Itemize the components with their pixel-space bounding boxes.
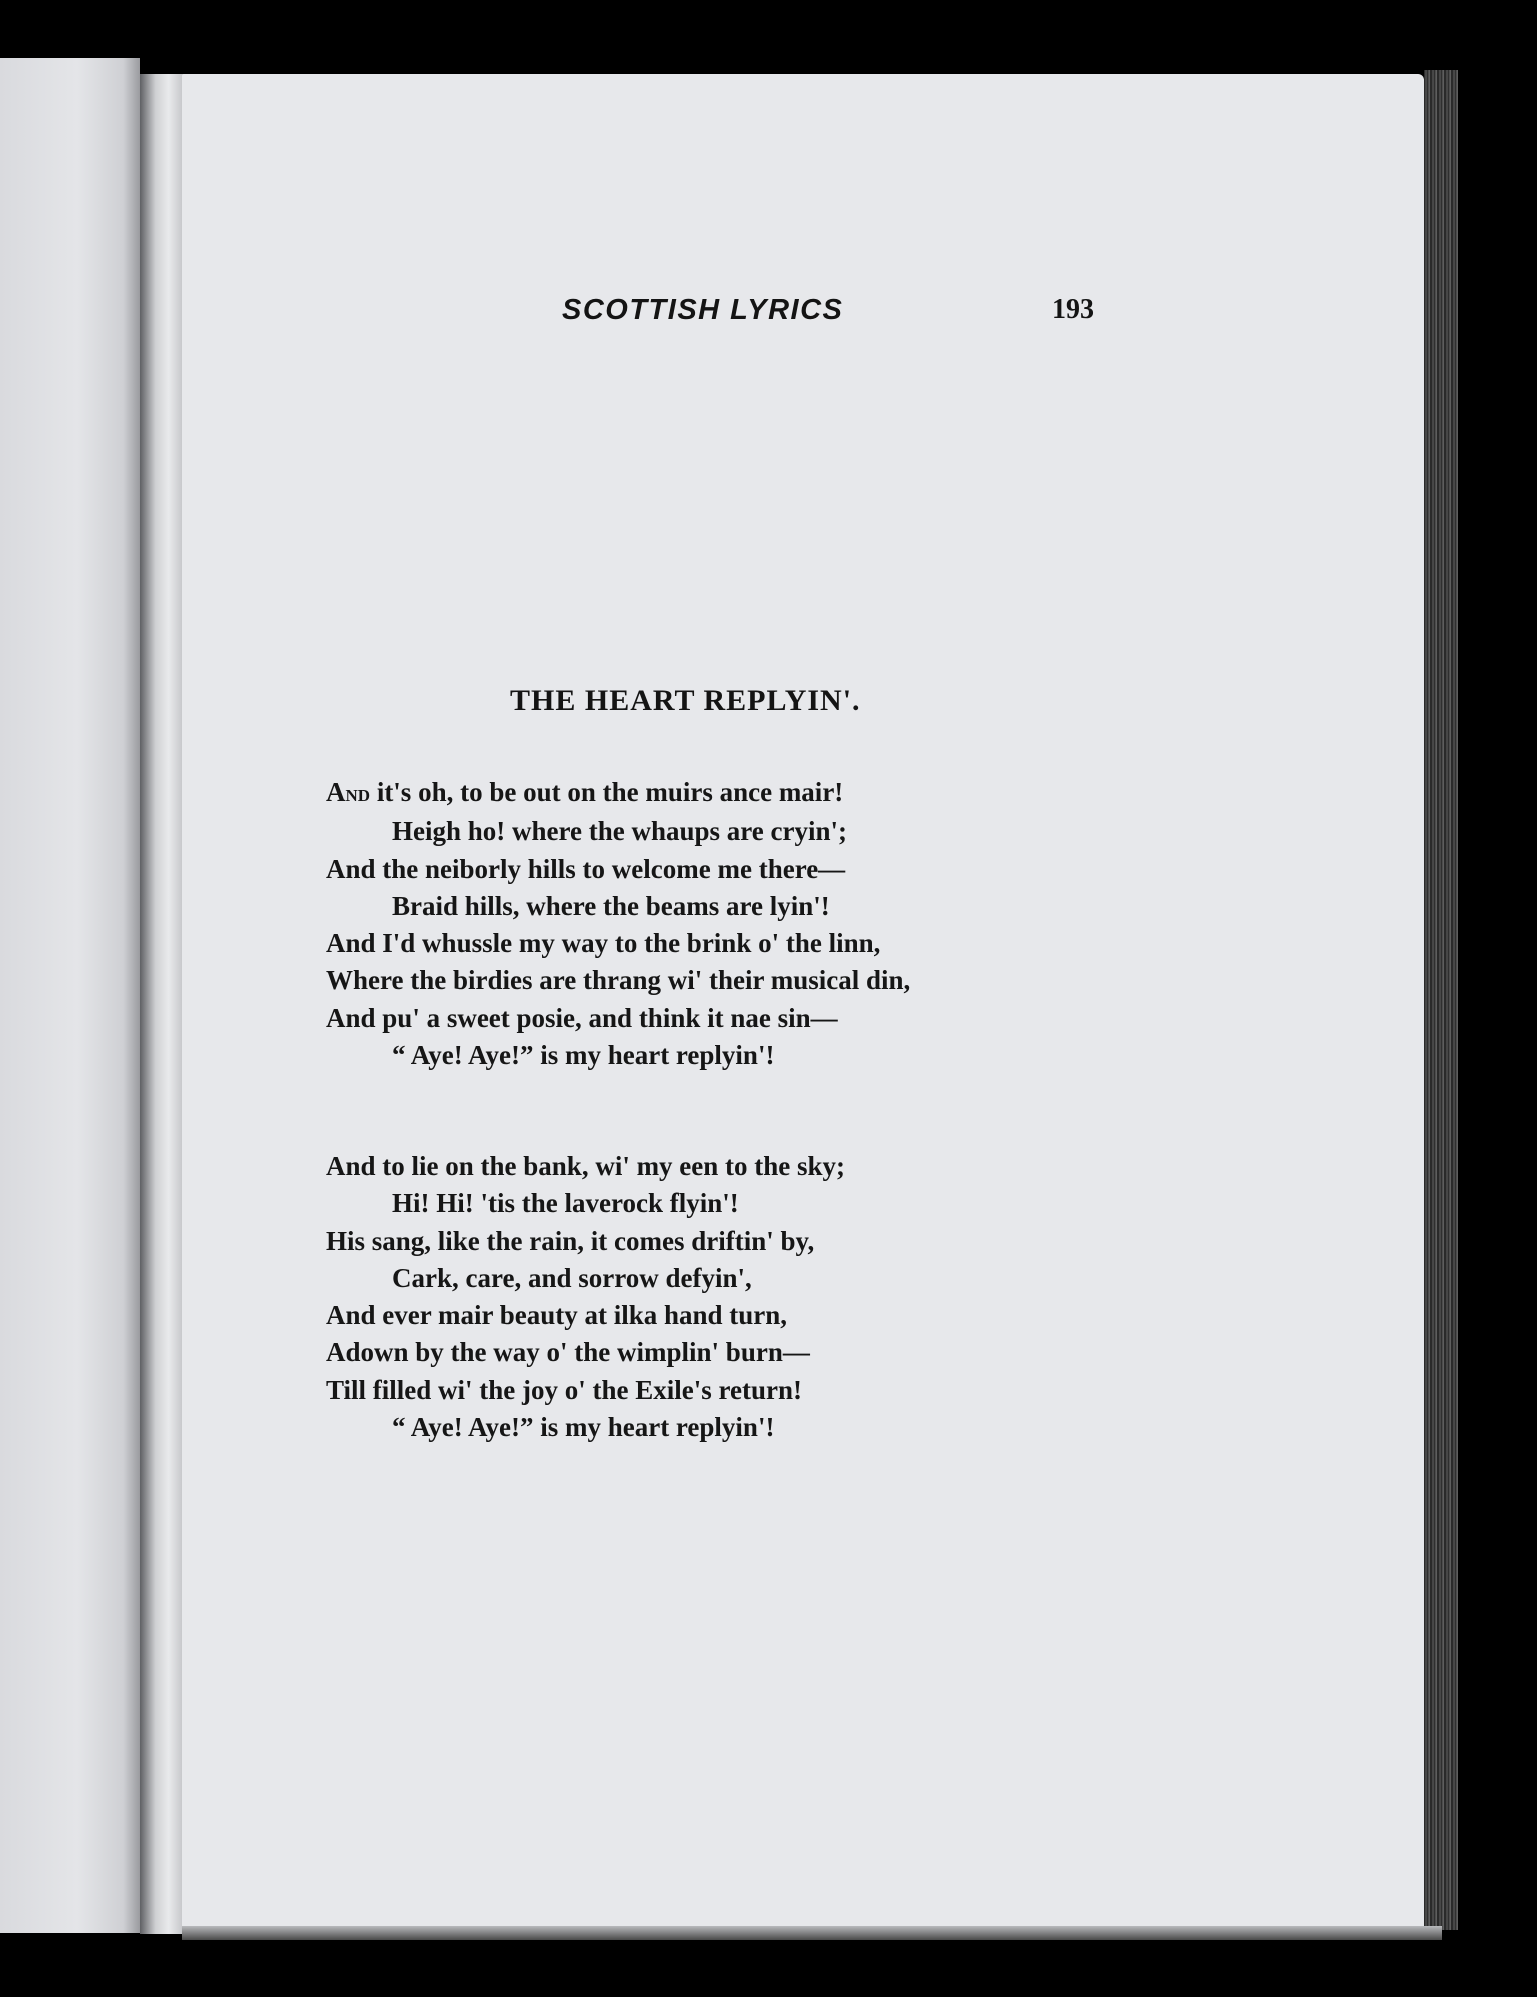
poem-line: And pu' a sweet posie, and think it nae sin— xyxy=(326,1002,838,1033)
poem-line: “ Aye! Aye!” is my heart replyin'! xyxy=(392,1040,775,1071)
stanza-2 xyxy=(326,1148,845,1446)
bottom-page-edge xyxy=(182,1926,1442,1940)
poem-line: Cark, care, and sorrow defyin', xyxy=(392,1262,752,1293)
page-number: 193 xyxy=(1052,294,1094,325)
poem-line: Till filled wi' the joy o' the Exile's return! xyxy=(326,1374,802,1405)
line-text: it's oh, to be out on the muirs ance mair! xyxy=(370,777,844,807)
poem-line: Adown by the way o' the wimplin' burn— xyxy=(326,1337,810,1368)
running-head: SCOTTISH LYRICS xyxy=(562,294,844,326)
poem-line: And the neiborly hills to welcome me there— xyxy=(326,853,846,884)
stanza-1 xyxy=(326,774,910,1074)
small-caps-lead: nd xyxy=(345,781,371,807)
poem-title: THE HEART REPLYIN'. xyxy=(510,684,861,717)
poem-line: Hi! Hi! 'tis the laverock flyin'! xyxy=(392,1188,739,1219)
left-page-edge xyxy=(0,58,140,1933)
poem-line xyxy=(326,774,910,813)
poem-line: And ever mair beauty at ilka hand turn, xyxy=(326,1300,788,1331)
poem-line: Braid hills, where the beams are lyin'! xyxy=(392,890,830,921)
poem-line: Where the birdies are thrang wi' their musical din, xyxy=(326,965,911,996)
poem-line: Heigh ho! where the whaups are cryin'; xyxy=(392,816,847,847)
poem-line: And I'd whussle my way to the brink o' the linn, xyxy=(326,928,881,959)
poem-line: His sang, like the rain, it comes driftin' by, xyxy=(326,1225,815,1256)
drop-initial: A xyxy=(326,777,346,807)
page-edges xyxy=(1424,70,1458,1930)
poem-line: And to lie on the bank, wi' my een to the sky; xyxy=(326,1151,846,1181)
poem-line: “ Aye! Aye!” is my heart replyin'! xyxy=(392,1412,775,1443)
